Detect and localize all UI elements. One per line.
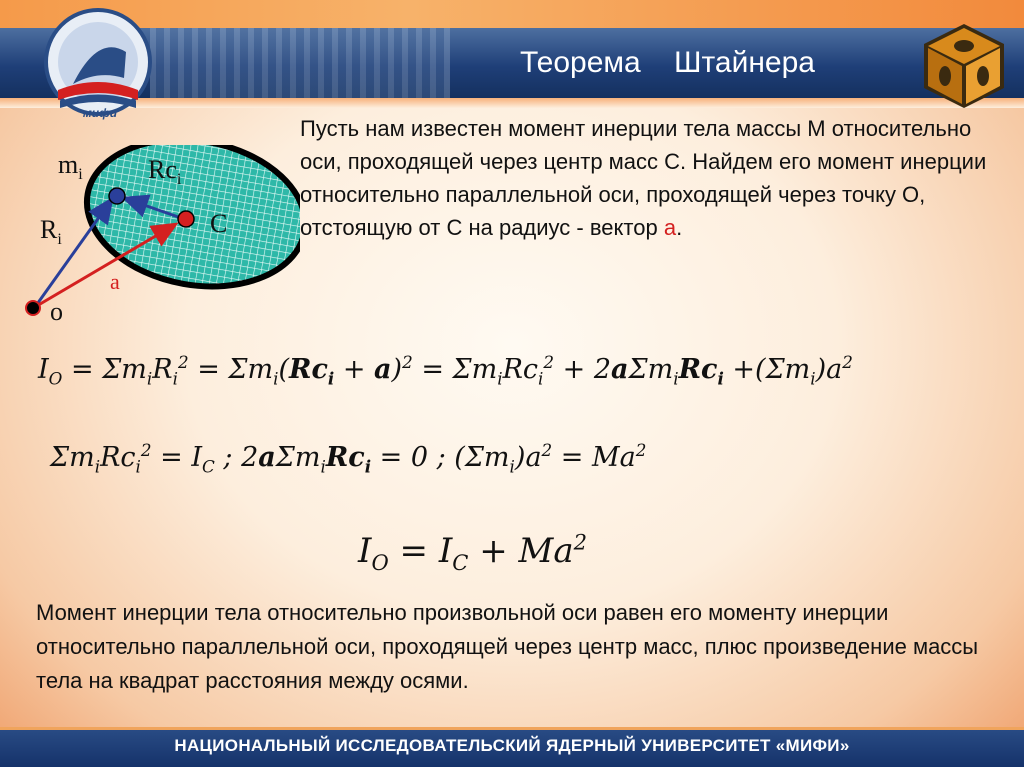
footer-text: НАЦИОНАЛЬНЫЙ ИССЛЕДОВАТЕЛЬСКИЙ ЯДЕРНЫЙ УНИВЕРСИТЕТ «МИФИ» xyxy=(174,736,850,755)
label-mi: $m_i$ xyxy=(58,150,83,184)
formula-line-2: $\Sigma m_iRc_i^2 = I_C$ ; $2a\Sigma m_iRc_i = 0$ ; $(\Sigma m_i)a^2 = Ma^2$ xyxy=(50,440,647,477)
formula-line-1: $I_O = \Sigma m_iR_i^2 = \Sigma m_i(Rc_i + a)^2 = \Sigma m_iRc_i^2 + 2a\Sigma m_iRc_i +(\Sigma m_i)a^2$ xyxy=(38,352,853,389)
intro-paragraph xyxy=(300,112,1015,244)
point-c xyxy=(178,211,194,227)
label-a: a xyxy=(110,269,120,294)
intro-text: Пусть нам известен момент инерции тела массы М относительно оси, проходящей через центр масс С. Найдем его момент инерции относительно параллельной оси, проходящей через точку О, отстоящую от С на радиус - вектор xyxy=(300,116,987,240)
intro-vector-a: а xyxy=(663,215,677,240)
conclusion-paragraph: Момент инерции тела относительно произвольной оси равен его моменту инерции относительно параллельной оси, проходящей через центр масс, плюс произведение массы тела на квадрат расстояния между осями. xyxy=(36,600,979,693)
point-mi xyxy=(109,188,125,204)
header-photo-strip xyxy=(150,28,450,98)
logo-caption: мифи xyxy=(82,106,118,120)
intro-end: . xyxy=(676,215,683,240)
formula-line-3: $I_O = I_C + Ma^2$ xyxy=(358,530,588,576)
point-o xyxy=(26,301,40,315)
label-o: o xyxy=(50,297,63,326)
mephi-logo xyxy=(38,4,158,124)
steiner-diagram xyxy=(18,145,300,335)
slide-title: Теорема Штайнера xyxy=(520,46,815,79)
label-ri: $R_i$ xyxy=(40,215,62,249)
label-c: C xyxy=(210,209,228,238)
label-rci: $Rc_i$ xyxy=(148,155,182,189)
ooo-cube-icon xyxy=(918,20,1010,112)
